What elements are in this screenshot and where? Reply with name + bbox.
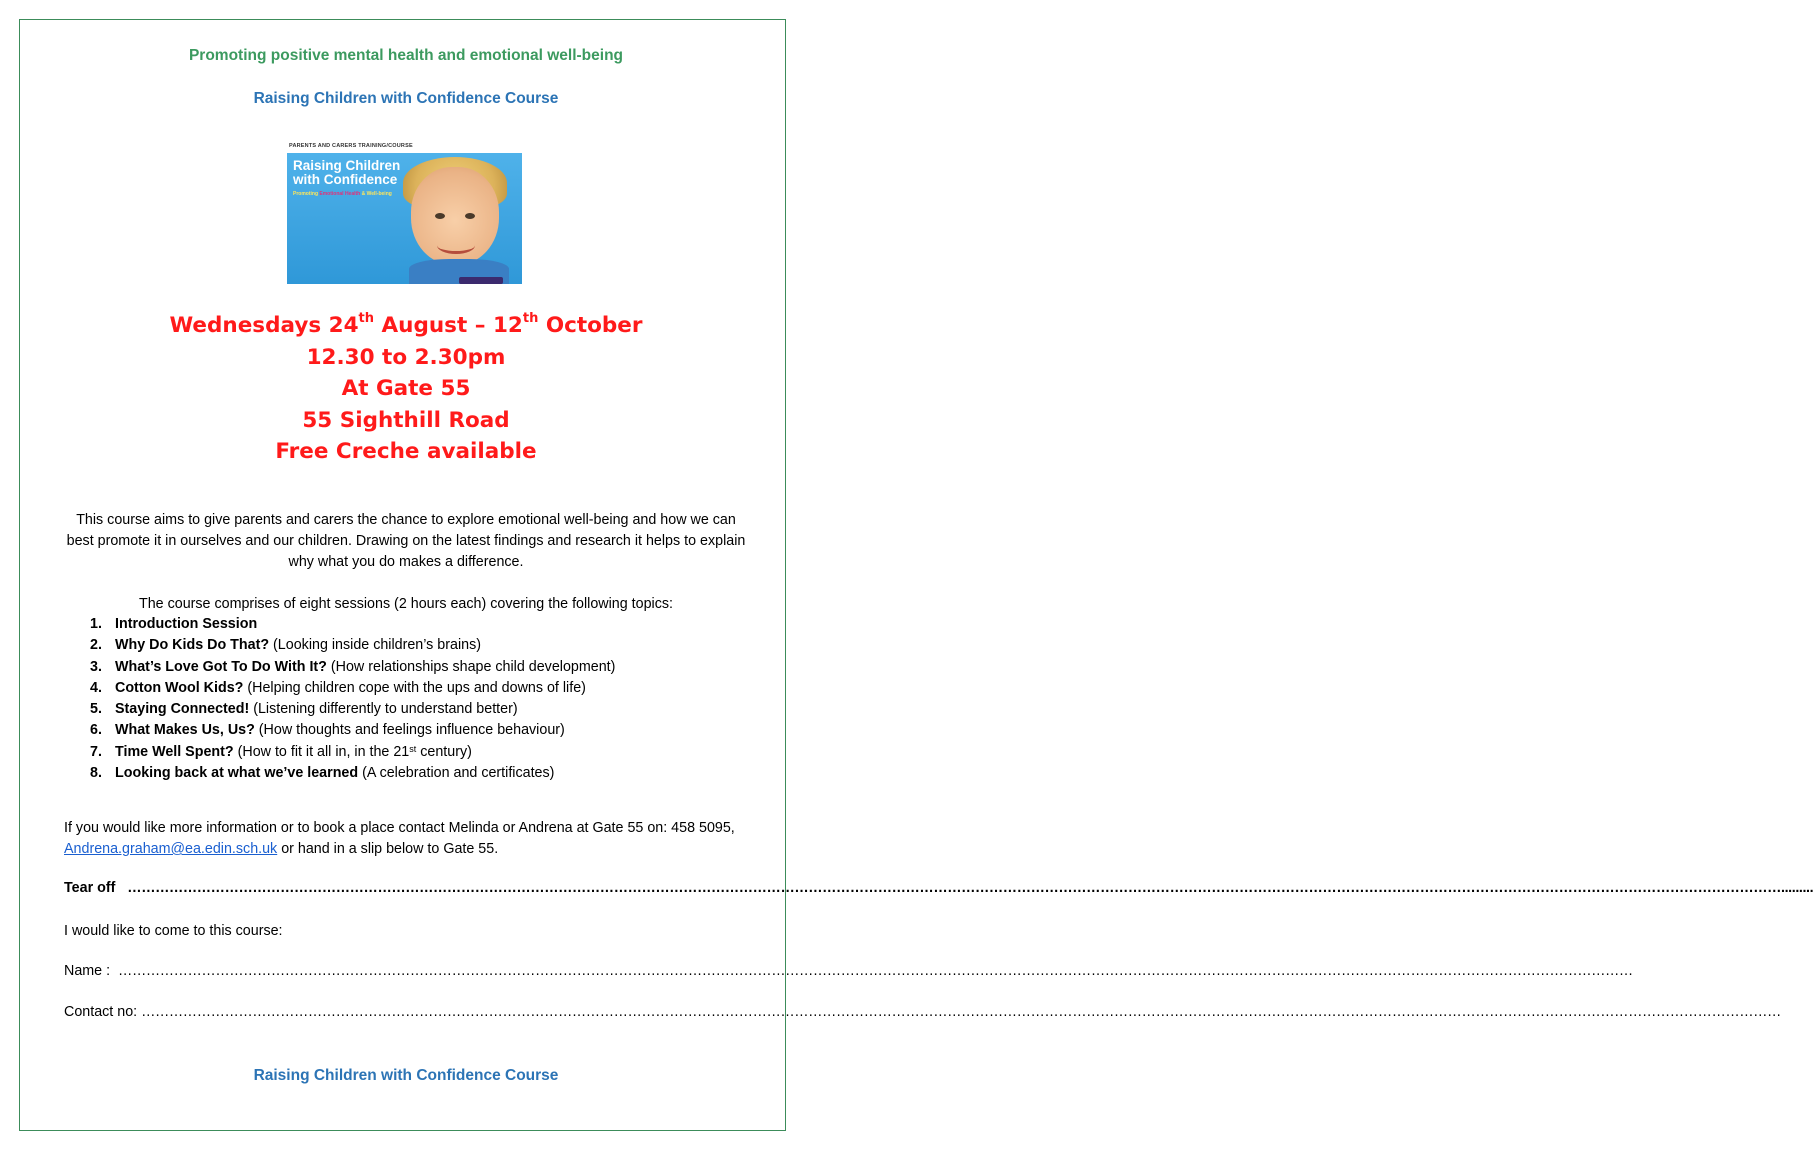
event-details [0,310,812,468]
course-description: This course aims to give parents and carers the chance to explore emotional well-being and how we can best promote it in ourselves and our children. Drawing on the latest findings and research it helps to explain why what you do makes a difference. [66,512,746,570]
event-dates-mid: August – 12 [374,313,523,338]
event-time: 12.30 to 2.30pm [306,344,506,370]
topic-title: Staying Connected! [115,701,250,718]
topic-number: 8. [90,765,102,782]
topic-desc: (Helping children cope with the ups and downs of life) [243,679,586,696]
topic-item [90,678,615,699]
name-dots: ………………………………………………………………………………………………………………………………………………………………………………………………………………………………………………………………………………………………… [118,963,1633,979]
topic-sup: st [409,743,417,754]
contact-number-field[interactable] [64,1004,1781,1020]
topic-item [90,720,615,741]
topic-item [90,657,615,678]
cover-subtitle [293,191,392,197]
topics-intro: The course comprises of eight sessions (2 hours each) covering the following topics: [138,596,673,612]
contact-number-label: Contact no: [64,1004,138,1020]
topic-number: 4. [90,679,102,696]
topic-desc: (Looking inside children’s brains) [269,637,481,654]
topic-item [90,699,615,720]
event-dates-sup2: th [522,311,539,326]
topic-desc: (How relationships shape child development) [326,658,616,675]
tear-off-line [64,880,1813,896]
slip-intro: I would like to come to this course: [64,923,283,939]
cover-title [293,159,400,187]
contact-text-end: or hand in a slip below to Gate 55. [277,841,499,857]
topics-list [90,614,615,784]
topic-desc-end: century) [416,743,472,760]
topic-title: What Makes Us, Us? [115,722,255,739]
event-dates-sup1: th [358,311,375,326]
child-smile [437,237,475,254]
topic-number: 1. [90,616,102,632]
cover-top-text: PARENTS AND CARERS TRAINING/COURSE [289,143,413,149]
course-cover-image [287,143,522,284]
event-venue: At Gate 55 [341,376,471,401]
topic-number: 5. [90,701,102,718]
topic-desc: (A celebration and certificates) [358,765,555,782]
footer-course-title: Raising Children with Confidence Course [253,1067,559,1084]
email-link[interactable]: Andrena.graham@ea.edin.sch.uk [64,841,278,857]
cover-sub-part3: & Well-being [360,191,392,197]
cover-panel [287,153,522,284]
topic-title: What’s Love Got To Do With It? [115,658,327,675]
event-creche: Free Creche available [275,439,537,464]
topic-number: 2. [90,637,102,654]
publisher-logo [459,277,503,284]
topic-number: 7. [90,743,102,760]
topic-desc: (How to fit it all in, in the 21 [233,743,410,760]
topic-title: Looking back at what we’ve learned [115,765,359,782]
name-field[interactable] [64,963,1633,979]
topic-title: Cotton Wool Kids? [115,679,244,696]
cover-sub-part2: Emotional Health [319,191,361,197]
cover-title-line1: Raising Children [293,158,401,173]
topic-item [90,742,615,763]
tear-off-label: Tear off [64,880,116,896]
topic-title: Why Do Kids Do That? [115,637,270,654]
tagline: Promoting positive mental health and emotional well-being [188,47,624,64]
tear-off-dots: ……………………………………………………………………………………………………………………………………………………………………………………………………………………………………………………………………………………………………………………………......... [127,880,1813,896]
contact-text: If you would like more information or to book a place contact Melinda or Andrena at Gate 55 on: 458 5095, [64,820,735,836]
topic-desc: (How thoughts and feelings influence behaviour) [254,722,565,739]
topic-item [90,614,615,635]
event-dates [0,310,812,342]
cover-sub-part1: Promoting [293,191,320,197]
child-eye-left [435,213,445,219]
topic-title: Introduction Session [115,616,258,632]
contact-info [64,818,754,860]
event-dates-start: Wednesdays 24 [169,313,359,338]
topic-number: 3. [90,658,102,675]
child-eye-right [465,213,475,219]
topic-item [90,763,615,784]
topic-desc: (Listening differently to understand better) [249,701,518,718]
contact-number-dots: ………………………………………………………………………………………………………………………………………………………………………………………………………………………………………………………………………………………………………………………… [141,1004,1781,1020]
topic-item [90,635,615,656]
name-label: Name : [64,963,111,979]
course-title: Raising Children with Confidence Course [253,90,559,107]
cover-title-line2: with Confidence [293,172,398,187]
topic-number: 6. [90,722,102,739]
event-dates-end: October [538,313,643,338]
topic-title: Time Well Spent? [115,743,234,760]
event-address: 55 Sighthill Road [302,407,510,433]
